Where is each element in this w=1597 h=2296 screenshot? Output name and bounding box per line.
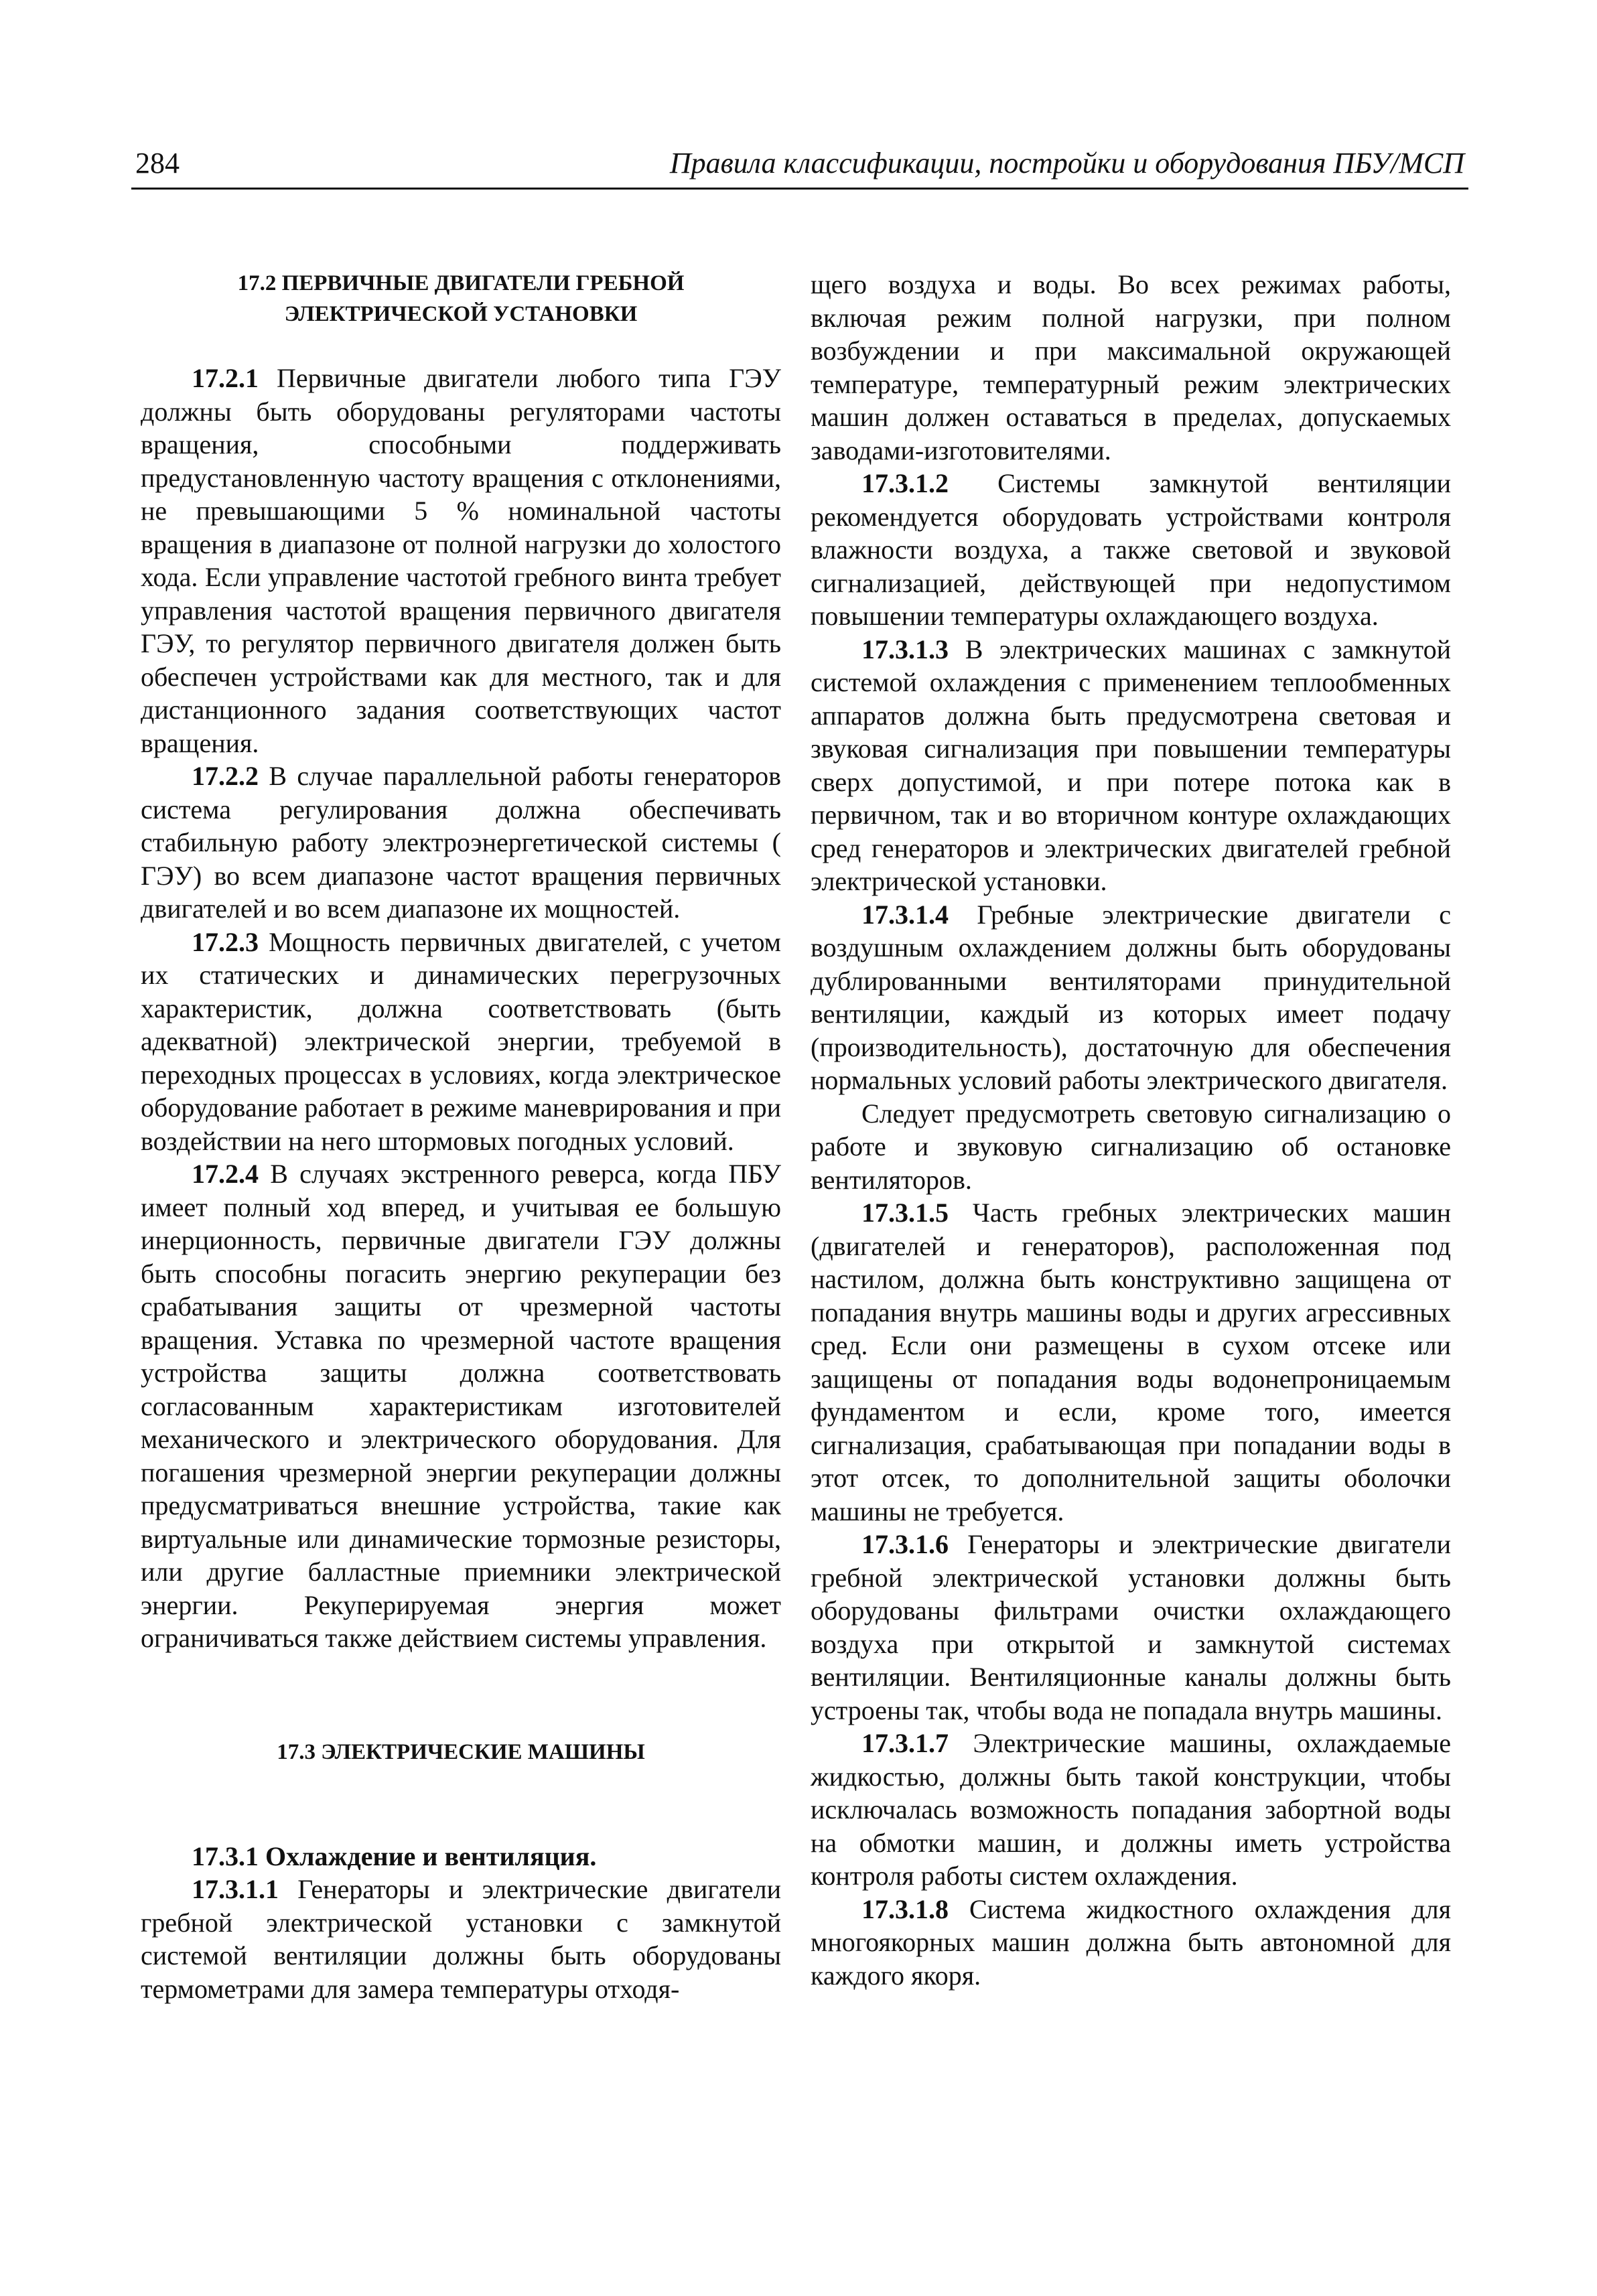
page-number: 284 xyxy=(135,147,180,180)
paragraph-17-2-4: 17.2.4 В случаях экстренного реверса, когда ПБУ имеет полный ход вперед, и учитывая ее большую инерционность, первичные двигатели ГЭУ должны быть способны погасить энергию рекуперации без срабатывания защиты от чрезмерной частоты вращения. Уставка по чрезмерной частоте вращения устройства защиты должна соответствовать согласованным характеристикам изготовителей механического и электрического оборудования. Для погашения чрезмерной энергии рекуперации должны предусматриваться внешние устройства, такие как виртуальные или динамические тормозные резисторы, или другие балластные приемники электрической энергии. Рекуперируемая энергия может ограничиваться также действием системы управления. xyxy=(141,1159,781,1653)
paragraph-17-3-1-2: 17.3.1.2 Системы замкнутой вентиляции рекомендуется оборудовать устройствами контроля влажности воздуха, а также световой и звуковой сигнализацией, действующей при недопустимом повышении температуры охлаждающего воздуха. xyxy=(811,468,1451,631)
paragraph-17-3-1-4: 17.3.1.4 Гребные электрические двигатели с воздушным охлаждением должны быть оборудованы дублированными вентиляторами принудительной вентиляции, каждый из которых имеет подачу (производительность), достаточную для обеспечения нормальных условий работы электрического двигателя. xyxy=(811,899,1451,1095)
subsection-17-3-1-heading: 17.3.1 Охлаждение и вентиляция. xyxy=(192,1841,597,1871)
section-17-3-title: 17.3 ЭЛЕКТРИЧЕСКИЕ МАШИНЫ xyxy=(277,1739,645,1764)
right-column xyxy=(811,268,1451,1992)
paragraph-continuation: щего воздуха и воды. Во всех режимах работы, включая режим полной нагрузки, при полном возбуждении и при максимальной окружающей температуре, температурный режим электрических машин должен оставаться в пределах, допускаемых заводами-изготовителями. xyxy=(811,269,1451,465)
paragraph-17-3-1-3: 17.3.1.3 В электрических машинах с замкнутой системой охлаждения с применением теплообменных аппаратов должна быть предусмотрена световая и звуковая сигнализация при повышении температуры сверх допустимой, и при потере потока как в первичном, так и во вторичном контуре охлаждающих сред генераторов и электрических двигателей гребной электрической установки. xyxy=(811,634,1451,896)
paragraph-17-2-2: 17.2.2 В случае параллельной работы генераторов система регулирования должна обеспечивать стабильную работу электроэнергетической системы ( ГЭУ) во всем диапазоне частот вращения первичных двигателей и во всем диапазоне их мощностей. xyxy=(141,761,781,924)
running-title: Правила классификации, постройки и оборудования ПБУ/МСП xyxy=(669,147,1464,180)
paragraph-17-3-1-1: 17.3.1.1 Генераторы и электрические двигатели гребной электрической установки с замкнутой системой вентиляции должны быть оборудованы термометрами для замера температуры отходя- xyxy=(141,1874,781,2004)
paragraph-17-2-3: 17.2.3 Мощность первичных двигателей, с учетом их статических и динамических перегрузочных характеристик, должна соответствовать (быть адекватной) электрической энергии, требуемой в переходных процессах в условиях, когда электрическое оборудование работает в режиме маневрирования и при воздействии на него штормовых погодных условий. xyxy=(141,926,781,1156)
left-column xyxy=(141,268,781,2005)
paragraph-17-3-1-8: 17.3.1.8 Система жидкостного охлаждения для многоякорных машин должна быть автономной для каждого якоря. xyxy=(811,1893,1451,1991)
paragraph-17-2-1: 17.2.1 Первичные двигатели любого типа ГЭУ должны быть оборудованы регуляторами частоты вращения, способными поддерживать предустановленную частоту вращения с отклонениями, не превышающими 5 % номинальной частоты вращения в диапазоне от полной нагрузки до холостого хода. Если управление частотой гребного винта требует управления частотой вращения первичного двигателя ГЭУ, то регулятор первичного двигателя должен быть обеспечен устройствами как для местного, так и для дистанционного задания соответствующих частот вращения. xyxy=(141,363,781,758)
section-17-2-title: 17.2 ПЕРВИЧНЫЕ ДВИГАТЕЛИ ГРЕБНОЙ ЭЛЕКТРИЧЕСКОЙ УСТАНОВКИ xyxy=(237,271,685,326)
paragraph-17-3-1-6: 17.3.1.6 Генераторы и электрические двигатели гребной электрической установки должны быть оборудованы фильтрами очистки охлаждающего воздуха при открытой и замкнутой системах вентиляции. Вентиляционные каналы должны быть устроены так, чтобы вода не попадала внутрь машины. xyxy=(811,1529,1451,1725)
paragraph-17-3-1-7: 17.3.1.7 Электрические машины, охлаждаемые жидкостью, должны быть такой конструкции, чтобы исключалась возможность попадания забортной воды на обмотки машин, и должны иметь устройства контроля работы систем охлаждения. xyxy=(811,1728,1451,1891)
page-header xyxy=(131,141,1468,190)
paragraph-signal: Следует предусмотреть световую сигнализацию о работе и звуковую сигнализацию об остановке вентиляторов. xyxy=(811,1098,1451,1195)
paragraph-17-3-1-5: 17.3.1.5 Часть гребных электрических машин (двигателей и генераторов), расположенная под настилом, должна быть конструктивно защищена от попадания внутрь машины воды и других агрессивных сред. Если они размещены в сухом отсеке или защищены от попадания воды водонепроницаемым фундаментом и если, кроме того, имеется сигнализация, срабатывающая при попадании воды в этот отсек, то дополнительной защиты оболочки машины не требуется. xyxy=(811,1198,1451,1526)
